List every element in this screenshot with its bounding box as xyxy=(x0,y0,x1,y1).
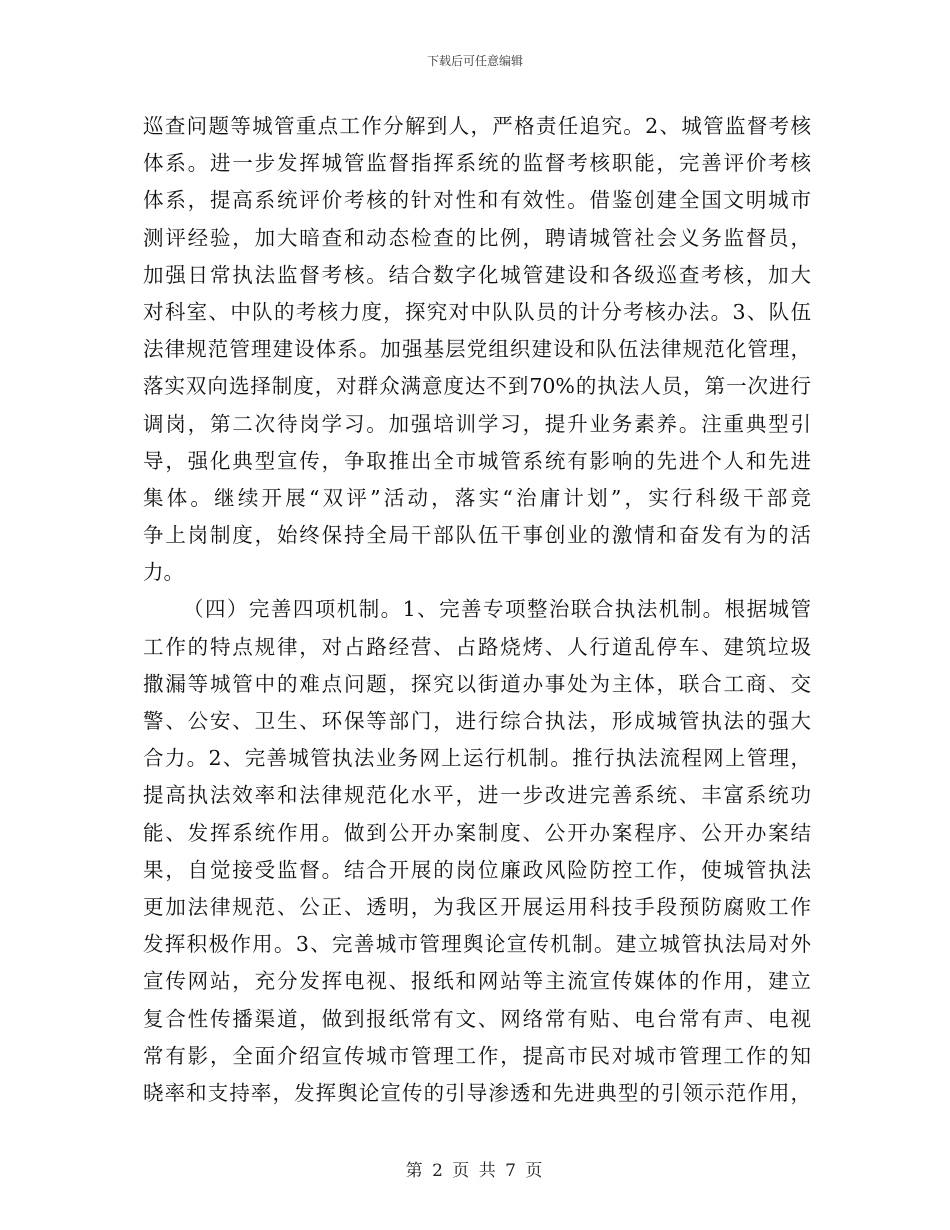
text-line: 工作的特点规律，对占路经营、占路烧烤、人行道乱停车、建筑垃圾 xyxy=(143,634,811,659)
text-line: 测评经验，加大暗查和动态检查的比例，聘请城管社会义务监督员， xyxy=(143,225,811,250)
text-line: 争上岗制度，始终保持全局干部队伍干事创业的激情和奋发有为的活 xyxy=(143,523,811,548)
text-line: 体系。进一步发挥城管监督指挥系统的监督考核职能，完善评价考核 xyxy=(143,151,811,176)
text-line: 果，自觉接受监督。结合开展的岗位廉政风险防控工作，使城管执法 xyxy=(143,857,811,882)
body-text xyxy=(143,108,811,1112)
text-line: 宣传网站，充分发挥电视、报纸和网站等主流宣传媒体的作用，建立 xyxy=(143,969,811,994)
text-line: 警、公安、卫生、环保等部门，进行综合执法，形成城管执法的强大 xyxy=(143,709,811,733)
text-line: 撒漏等城管中的难点问题，探究以街道办事处为主体，联合工商、交 xyxy=(143,671,811,696)
paragraph xyxy=(143,108,811,591)
text-line: 体系，提高系统评价考核的针对性和有效性。借鉴创建全国文明城市 xyxy=(143,188,811,213)
text-line: 提高执法效率和法律规范化水平，进一步改进完善系统、丰富系统功 xyxy=(143,783,811,808)
text-line: 发挥积极作用。3、完善城市管理舆论宣传机制。建立城管执法局对外 xyxy=(143,932,811,957)
text-line: 力。 xyxy=(143,560,184,585)
text-line: 能、发挥系统作用。做到公开办案制度、公开办案程序、公开办案结 xyxy=(143,820,811,845)
page-header: 下载后可任意编辑 xyxy=(426,54,523,68)
text-line: 巡查问题等城管重点工作分解到人，严格责任追究。2、城管监督考核 xyxy=(143,114,811,138)
text-line: 对科室、中队的考核力度，探究对中队队员的计分考核办法。3、队伍 xyxy=(143,299,811,324)
text-line: 导，强化典型宣传，争取推出全市城管系统有影响的先进个人和先进 xyxy=(143,448,811,473)
text-line: 法律规范管理建设体系。加强基层党组织建设和队伍法律规范化管理， xyxy=(143,337,811,362)
text-line: 晓率和支持率，发挥舆论宣传的引导渗透和先进典型的引领示范作用， xyxy=(143,1080,811,1105)
text-line: 复合性传播渠道，做到报纸常有文、网络常有贴、电台常有声、电视 xyxy=(143,1006,811,1031)
paragraph xyxy=(143,591,811,1112)
text-line: 落实双向选择制度，对群众满意度达不到70%的执法人员，第一次进行 xyxy=(143,374,811,399)
text-line: 合力。2、完善城管执法业务网上运行机制。推行执法流程网上管理， xyxy=(143,746,811,771)
text-line: 更加法律规范、公正、透明，为我区开展运用科技手段预防腐败工作 xyxy=(143,894,811,919)
text-line: 集体。继续开展“双评”活动，落实“治庸计划”，实行科级干部竞 xyxy=(143,485,811,510)
text-line: （四）完善四项机制。1、完善专项整治联合执法机制。根据城管 xyxy=(183,597,811,622)
page-number: 第 2 页 共 7 页 xyxy=(405,1161,545,1181)
text-line: 加强日常执法监督考核。结合数字化城管建设和各级巡查考核，加大 xyxy=(143,262,811,287)
text-line: 常有影，全面介绍宣传城市管理工作，提高市民对城市管理工作的知 xyxy=(143,1043,811,1068)
text-line: 调岗，第二次待岗学习。加强培训学习，提升业务素养。注重典型引 xyxy=(143,411,811,436)
